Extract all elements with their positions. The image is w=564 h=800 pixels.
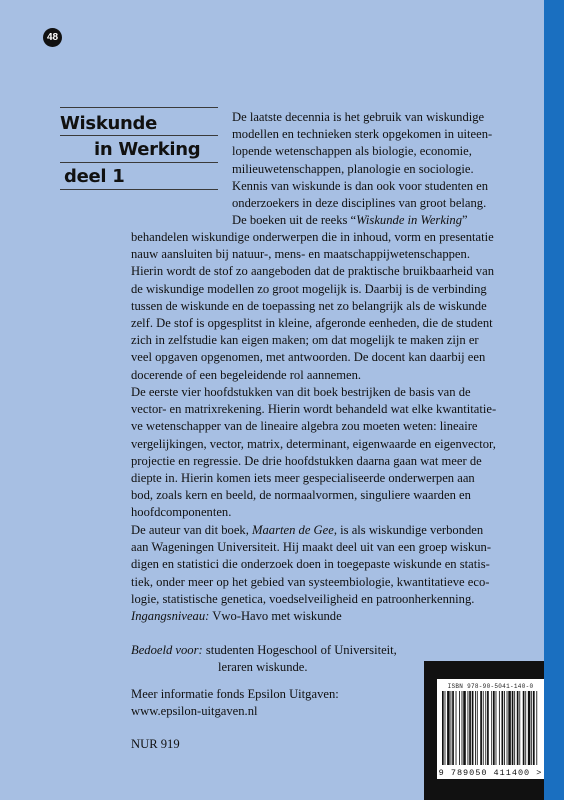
text-line: de wiskundige modellen zo groot mogelijk is. Daarbij is de verbinding: [131, 281, 487, 296]
chapters-paragraph: [131, 384, 496, 522]
author-name: Maarten de Gee: [252, 523, 334, 537]
text-line: [131, 522, 491, 539]
title-rule: [60, 189, 218, 190]
barcode-bar: [477, 691, 478, 765]
series-name: Wiskunde in Werking: [356, 213, 463, 228]
text-line: aan Wageningen Universiteit. Hij maakt deel uit van een groep wiskun-: [131, 540, 492, 555]
barcode-bar: [468, 691, 469, 765]
barcode-bar: [528, 691, 531, 765]
barcode-bar: [499, 691, 500, 765]
website-link[interactable]: www.epsilon-uitgaven.nl: [131, 704, 258, 719]
text-line: vector- en matrixrekening. Hierin wordt behandeld wat elke kwantitatie-: [131, 402, 497, 417]
title-line-1: Wiskunde: [60, 113, 158, 134]
text-line: digen en statistici die onderzoek doen in toegepaste wiskunde en statis-: [131, 557, 490, 572]
text-line: modellen en technieken sterk opgekomen in uiteen-: [232, 127, 493, 142]
barcode-bar: [525, 691, 526, 765]
barcode-bar: [442, 691, 444, 765]
title-rule: [60, 162, 218, 163]
text-line: diepte in. Hierin komen iets meer gespecialiseerde onderwerpen aan: [131, 471, 475, 486]
barcode-bar: [536, 691, 537, 765]
barcode-bar: [475, 691, 476, 765]
text-line: [232, 212, 492, 229]
text-line: nauw aansluiten bij natuur-, mens- en maatschappijwetenschappen.: [131, 247, 470, 262]
side-stripe: [544, 0, 564, 800]
barcode-bar: [493, 691, 495, 765]
barcode-bar: [512, 691, 514, 765]
barcode-bar: [472, 691, 474, 765]
level-value: Vwo-Havo met wiskunde: [209, 609, 342, 623]
text-line: De laatste decennia is het gebruik van wiskundige: [232, 110, 485, 124]
audience-value: studenten Hogeschool of Universiteit,: [202, 643, 397, 657]
barcode-bar: [485, 691, 486, 765]
text-line: veel opgaven opgenomen, met antwoorden. De docent kan daarbij een: [131, 350, 486, 365]
text-line: zelf. De stof is opgesplitst in kleine, afgeronde eenheden, die de student: [131, 316, 493, 331]
barcode-bar: [469, 691, 471, 765]
text-line: Hierin wordt de stof zo aangeboden dat de praktische bruikbaarheid van: [131, 264, 494, 279]
text-line: bod, zoals kern en beeld, de normaalvormen, singuliere waarden en: [131, 488, 471, 503]
text-line: projectie en regressie. De drie hoofdstukken daarna gaan wat meer de: [131, 453, 482, 468]
text-line: [131, 608, 342, 625]
barcode-bar: [533, 691, 535, 765]
text-line: lopende wetenschappen als biologie, economie,: [232, 144, 472, 159]
barcode-bar: [496, 691, 497, 765]
info-block: [131, 686, 339, 720]
text-line: zich in zelfstudie kan eigen maken; om dat mogelijk te maken zijn er: [131, 333, 479, 348]
barcode-digits: 9 789050 411400 >: [438, 768, 543, 778]
barcode-bar: [514, 691, 515, 765]
nur-code: [131, 736, 180, 753]
text-line: Kennis van wiskunde is dan ook voor studenten en: [232, 178, 489, 193]
barcode-bar: [487, 691, 489, 765]
barcode-bar: [456, 691, 457, 765]
barcode-bar: [483, 691, 484, 765]
series-quote-close: ”: [462, 213, 468, 228]
title-rule: [60, 135, 218, 136]
text-line: vergelijkingen, vector, matrix, determinant, eigenwaarde en eigenvector,: [131, 436, 496, 451]
barcode-bar: [459, 691, 460, 765]
info-text: Meer informatie fonds Epsilon Uitgaven:: [131, 687, 339, 701]
title-line-3: deel 1: [64, 166, 125, 187]
series-quote-open: De boeken uit de reeks “: [232, 213, 357, 228]
text-line: ve wetenschapper van de lineaire algebra zou moeten weten: lineaire: [131, 419, 478, 434]
barcode-bar: [463, 691, 466, 765]
level-line: [131, 608, 342, 625]
barcode-bar: [452, 691, 454, 765]
text-line: De eerste vier hoofdstukken van dit boek bestrijken de basis van de: [131, 385, 471, 399]
text-line: [131, 642, 397, 659]
text-line: hoofdcomponenten.: [131, 505, 232, 520]
level-label: Ingangsniveau:: [131, 609, 210, 623]
text-line: onderzoekers in deze disciplines van groot belang.: [232, 196, 487, 211]
barcode-bar: [451, 691, 452, 765]
author-intro: De auteur van dit boek,: [131, 523, 252, 537]
barcode-bar: [504, 691, 505, 765]
audience-label: Bedoeld voor:: [131, 643, 203, 657]
audience-block: [131, 642, 397, 676]
text-line: logie, statistische genetica, voedselveiligheid en patroonherkenning.: [131, 591, 475, 606]
text-line: tiek, onder meer op het gebied van systeembiologie, kwantitatieve eco-: [131, 574, 490, 589]
text-line: behandelen wiskundige onderwerpen die in inhoud, vorm en presentatie: [131, 230, 494, 244]
isbn-label: ISBN 978-90-5041-140-0: [447, 683, 534, 690]
barcode-bar: [517, 691, 519, 765]
barcode-bar: [508, 691, 511, 765]
barcode-bar: [523, 691, 525, 765]
barcode-bar: [531, 691, 532, 765]
page-badge: 48: [43, 28, 62, 47]
intro-paragraph-bottom: [131, 229, 494, 384]
text-line: milieuwetenschappen, planologie en sociologie.: [232, 161, 474, 176]
barcode-bar: [480, 691, 482, 765]
intro-paragraph-top: [232, 109, 492, 229]
barcode-bars: [441, 691, 540, 767]
barcode-bar: [447, 691, 450, 765]
text-line: NUR 919: [131, 737, 180, 751]
barcode-bar: [445, 691, 446, 765]
audience-value-2: leraren wiskunde.: [218, 660, 308, 675]
author-role: , is als wiskundige verbonden: [333, 523, 484, 537]
barcode-bar: [502, 691, 504, 765]
title-rule: [60, 107, 218, 108]
title-line-2: in Werking: [94, 139, 201, 160]
text-line: tussen de wiskunde en de toepassing net zo belangrijk als de wiskunde: [131, 298, 487, 313]
author-paragraph: [131, 522, 491, 608]
text-line: docerende of een begeleidende rol aannemen.: [131, 367, 362, 382]
barcode-bar: [462, 691, 463, 765]
barcode-bar: [507, 691, 508, 765]
barcode-bar: [519, 691, 520, 765]
barcode-bar: [491, 691, 492, 765]
